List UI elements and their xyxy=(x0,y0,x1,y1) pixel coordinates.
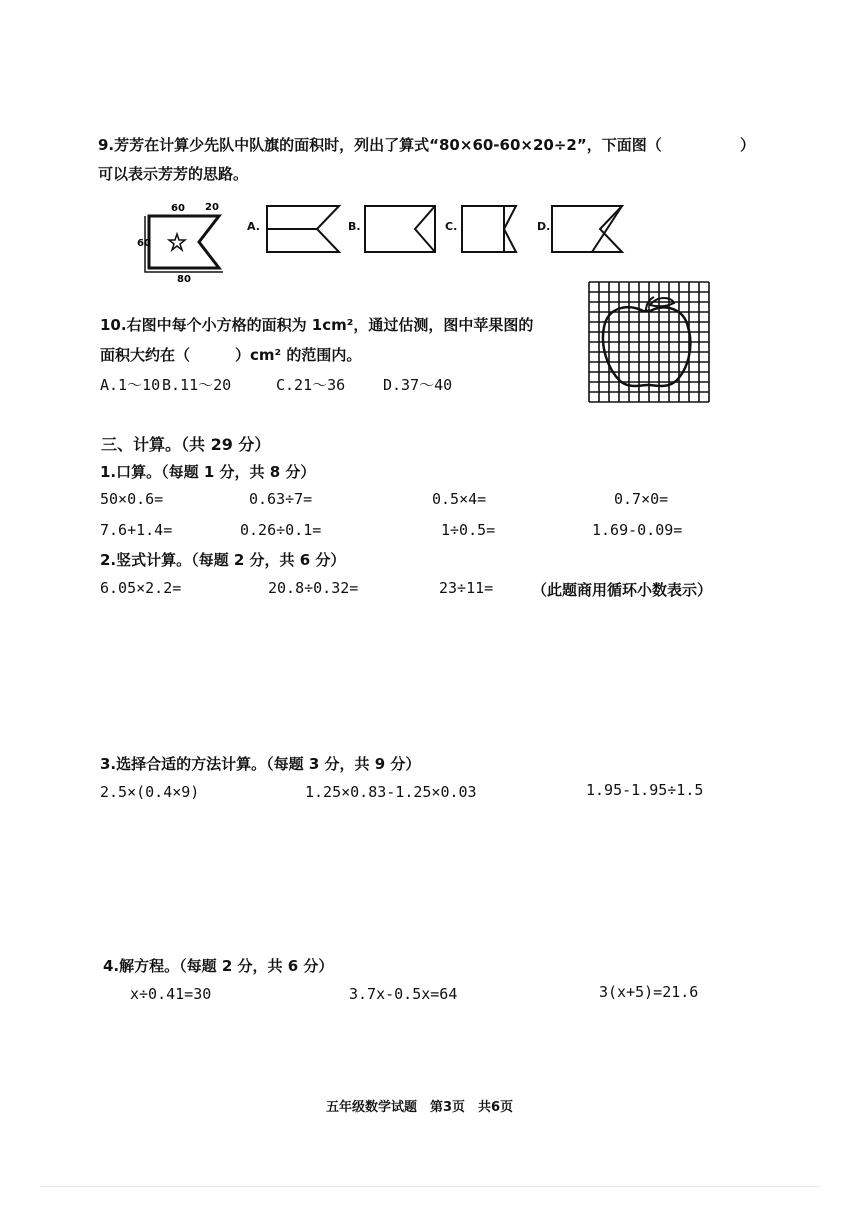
star-icon xyxy=(169,234,185,250)
flag-label-top-left: 60 xyxy=(171,203,185,214)
oral-7: 1÷0.5= xyxy=(441,521,496,539)
q10-option-a[interactable]: A.1～10 xyxy=(100,376,161,394)
flag-figure xyxy=(135,198,235,285)
oral-1: 50×0.6= xyxy=(100,490,164,508)
q10-option-d[interactable]: D.37～40 xyxy=(383,376,453,394)
option-b-label: B. xyxy=(348,220,361,233)
option-a-label: A. xyxy=(247,220,260,233)
q10-line1: 10.右图中每个小方格的面积为 1cm²，通过估测，图中苹果图的 xyxy=(100,316,534,334)
oral-5: 7.6+1.4= xyxy=(100,521,173,539)
oral-8: 1.69-0.09= xyxy=(592,521,683,539)
q9-line2: 可以表示芳芳的思路。 xyxy=(98,165,249,183)
part2-title: 2.竖式计算。（每题 2 分，共 6 分） xyxy=(100,551,346,569)
option-b-figure[interactable] xyxy=(363,204,443,256)
method-3: 1.95-1.95÷1.5 xyxy=(586,781,704,799)
vertical-note: （此题商用循环小数表示） xyxy=(532,581,713,599)
section3-title: 三、计算。（共 29 分） xyxy=(101,435,271,454)
option-c-figure[interactable] xyxy=(460,204,520,256)
vertical-3: 23÷11= xyxy=(439,579,494,597)
flag-label-top-right: 20 xyxy=(205,202,219,213)
page-footer: 五年级数学试题 第3页 共6页 xyxy=(326,1100,514,1115)
q10-option-b[interactable]: B.11～20 xyxy=(162,376,232,394)
equation-3: 3(x+5)=21.6 xyxy=(599,983,699,1001)
oral-6: 0.26÷0.1= xyxy=(240,521,322,539)
option-d-figure[interactable] xyxy=(550,204,630,256)
part4-title: 4.解方程。（每题 2 分，共 6 分） xyxy=(103,957,334,975)
flag-label-bottom: 80 xyxy=(177,274,191,285)
apple-outline xyxy=(603,307,690,386)
option-d-label: D. xyxy=(537,220,551,233)
vertical-2: 20.8÷0.32= xyxy=(268,579,359,597)
oral-4: 0.7×0= xyxy=(614,490,669,508)
apple-grid-figure xyxy=(588,281,710,405)
equation-2: 3.7x-0.5x=64 xyxy=(349,985,458,1003)
method-1: 2.5×(0.4×9) xyxy=(100,783,200,801)
option-a-figure[interactable] xyxy=(265,204,345,256)
flag-label-side: 60 xyxy=(137,238,151,249)
part1-title: 1.口算。（每题 1 分，共 8 分） xyxy=(100,463,316,481)
equation-1: x÷0.41=30 xyxy=(130,985,212,1003)
oral-2: 0.63÷7= xyxy=(249,490,313,508)
q10-line2: 面积大约在（ ）cm² 的范围内。 xyxy=(100,346,362,364)
q10-option-c[interactable]: C.21～36 xyxy=(276,376,346,394)
method-2: 1.25×0.83-1.25×0.03 xyxy=(305,783,477,801)
vertical-1: 6.05×2.2= xyxy=(100,579,182,597)
oral-3: 0.5×4= xyxy=(432,490,487,508)
option-c-label: C. xyxy=(445,220,458,233)
part3-title: 3.选择合适的方法计算。（每题 3 分，共 9 分） xyxy=(100,755,421,773)
q9-close-paren: ） xyxy=(740,136,756,154)
bottom-divider xyxy=(40,1186,820,1187)
q9-line1: 9.芳芳在计算少先队中队旗的面积时，列出了算式“80×60-60×20÷2”，下面图（ xyxy=(98,136,662,154)
